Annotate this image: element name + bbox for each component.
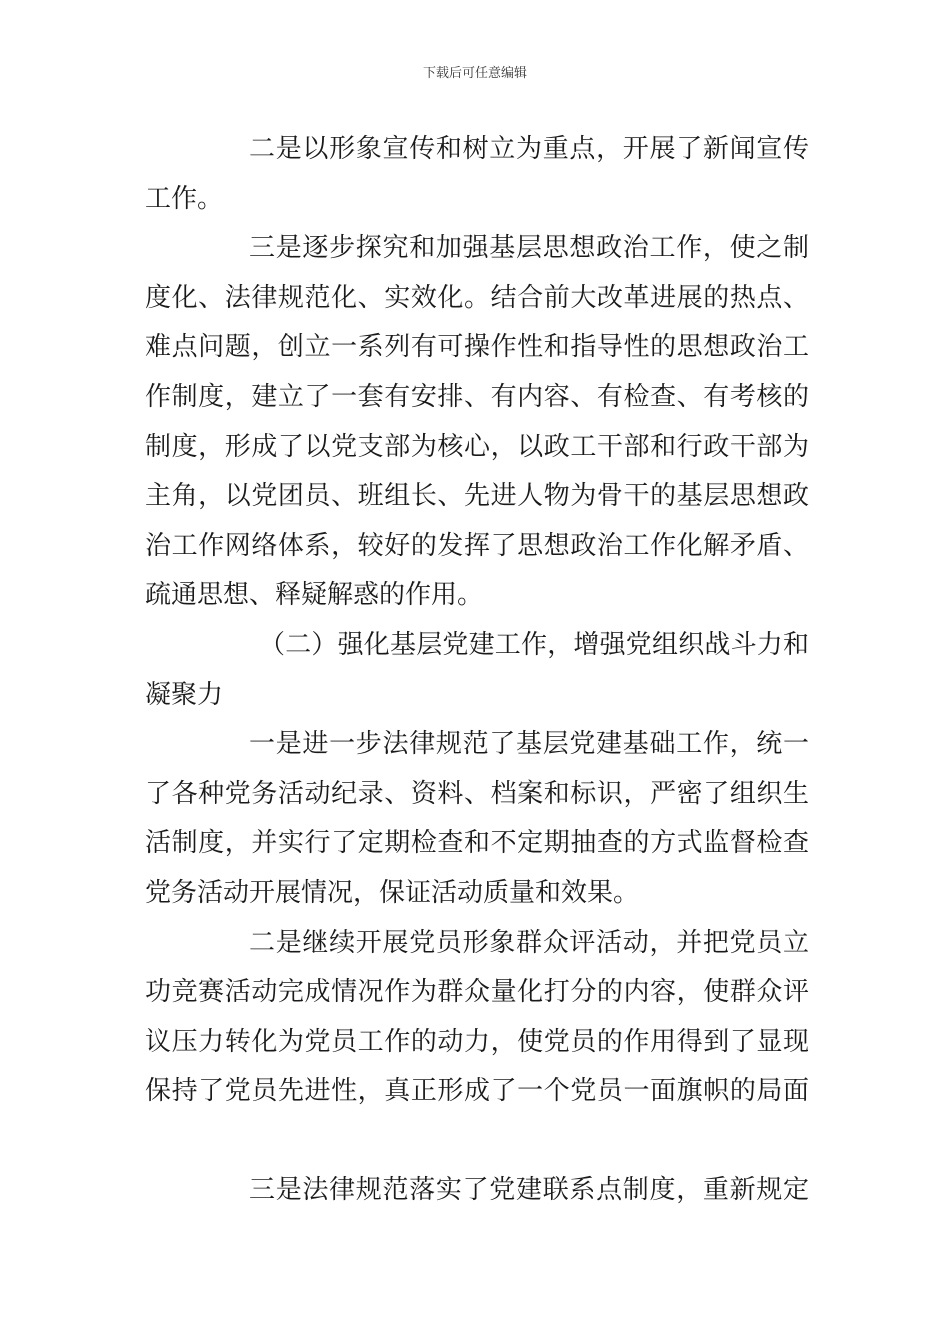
text-line: 制度，形成了以党支部为核心，以政工干部和行政干部为: [145, 431, 809, 462]
paragraph: [145, 720, 809, 918]
paragraph: [145, 125, 809, 224]
paragraph: [145, 224, 809, 621]
text-line: 疏通思想、释疑解惑的作用。: [145, 580, 484, 611]
text-line: 三是法律规范落实了党建联系点制度，重新规定: [249, 1175, 809, 1206]
text-line: 主角，以党团员、班组长、先进人物为骨干的基层思想政: [145, 481, 809, 512]
text-line: 三是逐步探究和加强基层思想政治工作，使之制: [249, 233, 809, 264]
paragraph: [145, 919, 809, 1117]
section-heading: [145, 621, 809, 720]
text-line: 二是以形象宣传和树立为重点，开展了新闻宣传: [249, 134, 809, 164]
text-line: 作制度，建立了一套有安排、有内容、有检查、有考核的: [145, 381, 809, 412]
text-line: 工作。: [145, 183, 224, 214]
text-line: 了各种党务活动纪录、资料、档案和标识，严密了组织生: [145, 778, 809, 809]
text-line: 凝聚力: [145, 679, 224, 710]
text-line: （二）强化基层党建工作，增强党组织战斗力和: [259, 629, 809, 660]
paragraph: [145, 1166, 809, 1216]
document-body: [145, 125, 809, 1216]
text-line: 保持了党员先进性，真正形成了一个党员一面旗帜的局面: [145, 1076, 809, 1107]
blank-line: [145, 1117, 809, 1167]
text-line: 治工作网络体系，较好的发挥了思想政治工作化解矛盾、: [145, 530, 809, 561]
page-header: 下载后可任意编辑: [422, 66, 527, 81]
text-line: 一是进一步法律规范了基层党建基础工作，统一: [249, 729, 809, 760]
text-line: 二是继续开展党员形象群众评活动，并把党员立: [249, 927, 809, 958]
text-line: 党务活动开展情况，保证活动质量和效果。: [145, 877, 640, 908]
text-line: 议压力转化为党员工作的动力，使党员的作用得到了显现: [145, 1026, 809, 1057]
text-line: 度化、法律规范化、实效化。结合前大改革进展的热点、: [145, 282, 809, 313]
text-line: 功竞赛活动完成情况作为群众量化打分的内容，使群众评: [145, 977, 809, 1008]
text-line: 难点问题，创立一系列有可操作性和指导性的思想政治工: [145, 332, 809, 363]
text-line: 活制度，并实行了定期检查和不定期抽查的方式监督检查: [145, 828, 809, 859]
